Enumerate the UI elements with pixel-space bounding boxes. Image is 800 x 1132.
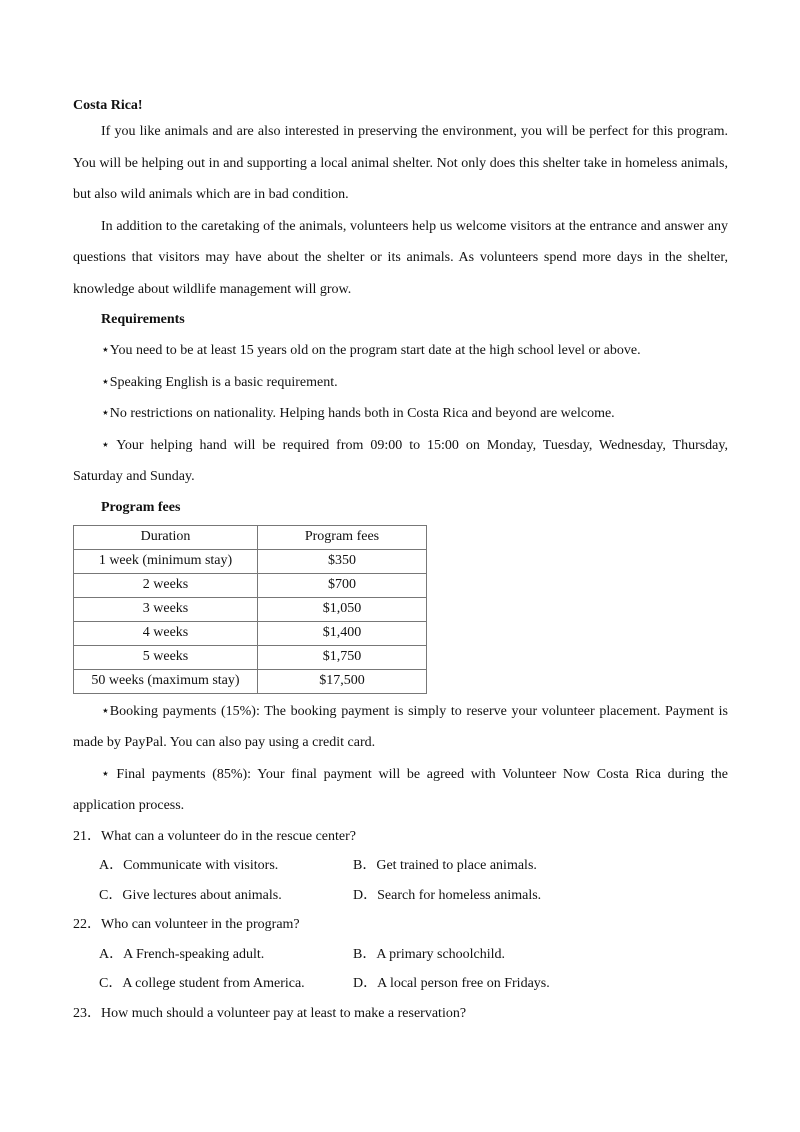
fee-cell: $1,050: [258, 597, 427, 621]
fee-cell: $17,500: [258, 669, 427, 693]
table-row: [74, 597, 427, 621]
question-22-options-row: [73, 940, 728, 970]
option-a: A．A French-speaking adult.: [99, 946, 265, 962]
requirement-item: ⋆ Your helping hand will be required from 09:00 to 15:00 on Monday, Tuesday, Wednesday, Thursday, Saturday and Sunday.: [73, 437, 728, 484]
program-fees-heading: Program fees: [101, 499, 181, 515]
question-21-stem: 21．What can a volunteer do in the rescue center?: [73, 828, 356, 844]
option-b: B．A primary schoolchild.: [353, 946, 506, 962]
table-row: [74, 549, 427, 573]
duration-cell: 5 weeks: [74, 645, 258, 669]
fee-cell: $1,400: [258, 621, 427, 645]
table-row: [74, 621, 427, 645]
question-21-options-row: [73, 851, 728, 881]
duration-cell: 4 weeks: [74, 621, 258, 645]
fee-cell: $1,750: [258, 645, 427, 669]
duration-cell: 50 weeks (maximum stay): [74, 669, 258, 693]
table-row: [74, 669, 427, 693]
question-22-stem: 22．Who can volunteer in the program?: [73, 917, 300, 932]
requirement-item: ⋆You need to be at least 15 years old on the program start date at the high school level or above.: [101, 343, 641, 358]
option-c: C．A college student from America.: [99, 976, 305, 991]
booking-payment-note: ⋆Booking payments (15%): The booking payment is simply to reserve your volunteer placement. Payment is made by PayPal. You can also pay using a credit card.: [73, 703, 728, 750]
question-23-stem: 23．How much should a volunteer pay at least to make a reservation?: [73, 1005, 467, 1021]
intro-paragraph-1: If you like animals and are also interested in preserving the environment, you will be perfect for this program. You will be helping out in and supporting a local animal shelter. Not only does this shelter take in homeless animals, but also wild animals which are in bad condition.: [73, 124, 728, 202]
duration-cell: 1 week (minimum stay): [74, 549, 258, 573]
document-page: [73, 96, 728, 1028]
fee-cell: $350: [258, 549, 427, 573]
column-header-fees: Program fees: [258, 525, 427, 549]
document-title: Costa Rica!: [73, 98, 143, 113]
option-d: D．A local person free on Fridays.: [353, 976, 550, 991]
requirement-item: ⋆Speaking English is a basic requirement.: [101, 374, 338, 390]
duration-cell: 2 weeks: [74, 573, 258, 597]
table-row: [74, 573, 427, 597]
intro-paragraph-2: In addition to the caretaking of the animals, volunteers help us welcome visitors at the entrance and answer any questions that visitors may have about the shelter or its animals. As volunteers spend more days in the shelter, knowledge about wildlife management will grow.: [73, 218, 728, 297]
requirement-item: ⋆No restrictions on nationality. Helping hands both in Costa Rica and beyond are welcome.: [101, 406, 615, 421]
option-d: D．Search for homeless animals.: [353, 887, 542, 903]
requirements-heading: Requirements: [101, 312, 185, 327]
column-header-duration: Duration: [74, 525, 258, 549]
option-b: B．Get trained to place animals.: [353, 858, 537, 873]
option-c: C．Give lectures about animals.: [99, 887, 282, 903]
table-header-row: [74, 525, 427, 549]
duration-cell: 3 weeks: [74, 597, 258, 621]
question-22-options-row: [73, 969, 728, 999]
fee-cell: $700: [258, 573, 427, 597]
table-row: [74, 645, 427, 669]
question-21-options-row: [73, 881, 728, 911]
program-fees-table: [73, 525, 427, 694]
option-a: A．Communicate with visitors.: [99, 858, 279, 873]
final-payment-note: ⋆ Final payments (85%): Your final payment will be agreed with Volunteer Now Costa Rica during the application process.: [73, 766, 728, 813]
